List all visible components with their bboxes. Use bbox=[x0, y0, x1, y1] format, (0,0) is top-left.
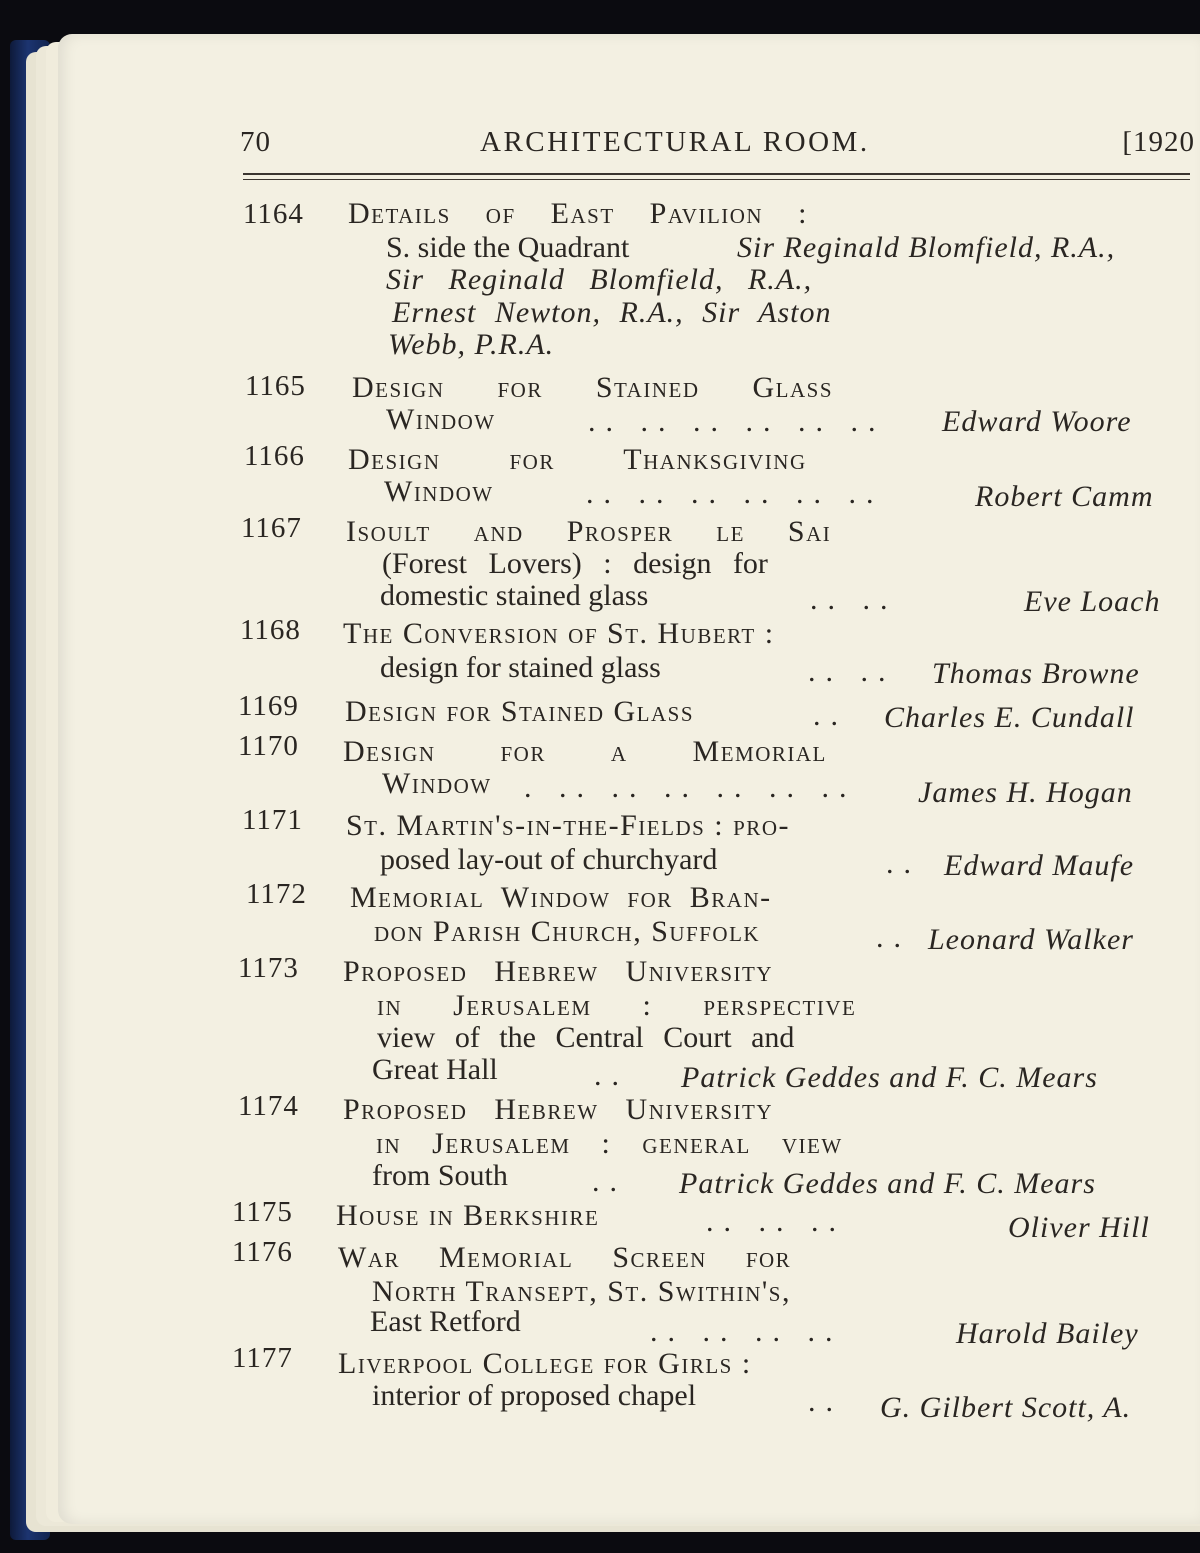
entry-artist: Charles E. Cundall bbox=[884, 701, 1135, 734]
header-rule bbox=[243, 173, 1190, 175]
entry-number: 1175 bbox=[232, 1196, 293, 1228]
entry-title: Design for Stained Glass bbox=[352, 371, 834, 404]
entry-title: Isoult and Prosper le Sai bbox=[346, 515, 832, 548]
entry-title: Proposed Hebrew University bbox=[343, 1093, 774, 1126]
leader-dots: .. bbox=[813, 699, 848, 732]
entry-number: 1164 bbox=[243, 198, 304, 230]
entry-number: 1171 bbox=[242, 804, 303, 836]
entry-title: War Memorial Screen for bbox=[338, 1241, 792, 1274]
leader-dots: .. bbox=[886, 847, 921, 880]
entry-title: Design for a Memorial bbox=[343, 735, 827, 768]
entry-artist: Edward Woore bbox=[942, 405, 1132, 438]
entry-artist: James H. Hogan bbox=[918, 776, 1133, 809]
leader-dots: .. bbox=[808, 1385, 843, 1418]
entry-title: Details of East Pavilion : bbox=[348, 197, 808, 230]
entry-title: domestic stained glass bbox=[380, 579, 649, 612]
entry-title: Window bbox=[384, 475, 494, 508]
entry-title: design for stained glass bbox=[380, 651, 661, 684]
entry-title: The Conversion of St. Hubert : bbox=[343, 617, 775, 650]
entry-artist: Leonard Walker bbox=[928, 923, 1134, 956]
leader-dots: .. .. .. .. bbox=[650, 1315, 843, 1348]
entry-artist: Sir Reginald Blomfield, R.A., bbox=[737, 231, 1116, 264]
entry-number: 1167 bbox=[241, 512, 302, 544]
entry-title: interior of proposed chapel bbox=[372, 1379, 697, 1412]
entry-artist: Patrick Geddes and F. C. Mears bbox=[679, 1167, 1096, 1200]
entry-title: posed lay-out of churchyard bbox=[380, 843, 718, 876]
entry-title: Liverpool College for Girls : bbox=[338, 1347, 752, 1380]
entry-title: don Parish Church, Suffolk bbox=[374, 915, 761, 948]
leader-dots: .. .. .. .. .. .. bbox=[588, 405, 886, 438]
entry-number: 1166 bbox=[244, 440, 305, 472]
entry-number: 1169 bbox=[238, 690, 299, 722]
entry-number: 1172 bbox=[246, 878, 307, 910]
entry-artist: Patrick Geddes and F. C. Mears bbox=[681, 1061, 1098, 1094]
entry-title: North Transept, St. Swithin's, bbox=[372, 1275, 791, 1308]
entry-title: S. side the Quadrant bbox=[386, 231, 630, 264]
entry-title: Design for Thanksgiving bbox=[348, 443, 807, 476]
entry-number: 1176 bbox=[232, 1236, 293, 1268]
header-year: [1920 bbox=[1122, 126, 1195, 158]
entry-title: Design for Stained Glass bbox=[345, 695, 695, 728]
entry-number: 1174 bbox=[238, 1090, 299, 1122]
header-rule bbox=[243, 179, 1190, 180]
entry-title: St. Martin's-in-the-Fields : pro- bbox=[346, 809, 790, 842]
page-title: ARCHITECTURAL ROOM. bbox=[480, 126, 870, 158]
leader-dots: .. bbox=[876, 921, 911, 954]
entry-artist: Sir Reginald Blomfield, R.A., bbox=[386, 263, 813, 296]
leader-dots: .. .. .. bbox=[706, 1205, 846, 1238]
entry-title: House in Berkshire bbox=[336, 1199, 600, 1232]
entry-number: 1170 bbox=[238, 730, 299, 762]
entry-number: 1173 bbox=[238, 952, 299, 984]
entry-artist: Oliver Hill bbox=[1008, 1211, 1150, 1244]
entry-title: Memorial Window for Bran- bbox=[350, 881, 772, 914]
entry-title: Proposed Hebrew University bbox=[343, 955, 774, 988]
entry-artist: G. Gilbert Scott, A. bbox=[880, 1391, 1132, 1424]
entry-title: Window bbox=[386, 403, 496, 436]
running-header bbox=[240, 124, 1195, 164]
entry-number: 1165 bbox=[245, 370, 306, 402]
entry-title: in Jerusalem : general view bbox=[376, 1127, 843, 1160]
entry-artist: Webb, P.R.A. bbox=[388, 328, 555, 361]
entry-title: Window bbox=[382, 767, 492, 800]
entry-title: in Jerusalem : perspective bbox=[377, 989, 857, 1022]
leader-dots: .. .. .. .. .. .. bbox=[586, 477, 884, 510]
entry-title: (Forest Lovers) : design for bbox=[382, 547, 768, 580]
entry-title: Great Hall bbox=[372, 1053, 498, 1086]
entry-title: East Retford bbox=[370, 1305, 521, 1338]
entry-number: 1177 bbox=[232, 1342, 293, 1374]
page-number: 70 bbox=[240, 126, 271, 158]
entry-title: view of the Central Court and bbox=[377, 1021, 795, 1054]
leader-dots: .. bbox=[594, 1059, 629, 1092]
entry-title: from South bbox=[372, 1159, 508, 1192]
entry-artist: Thomas Browne bbox=[932, 657, 1140, 690]
entry-artist: Eve Loach bbox=[1024, 585, 1161, 618]
leader-dots: .. bbox=[592, 1165, 627, 1198]
leader-dots: . .. .. .. .. .. .. bbox=[524, 771, 857, 804]
leader-dots: .. .. bbox=[810, 583, 898, 616]
entry-artist: Edward Maufe bbox=[944, 849, 1135, 882]
entry-artist: Robert Camm bbox=[975, 480, 1154, 513]
entry-artist: Ernest Newton, R.A., Sir Aston bbox=[392, 296, 832, 329]
entry-artist: Harold Bailey bbox=[956, 1317, 1139, 1350]
entry-number: 1168 bbox=[240, 614, 301, 646]
leader-dots: .. .. bbox=[808, 655, 896, 688]
